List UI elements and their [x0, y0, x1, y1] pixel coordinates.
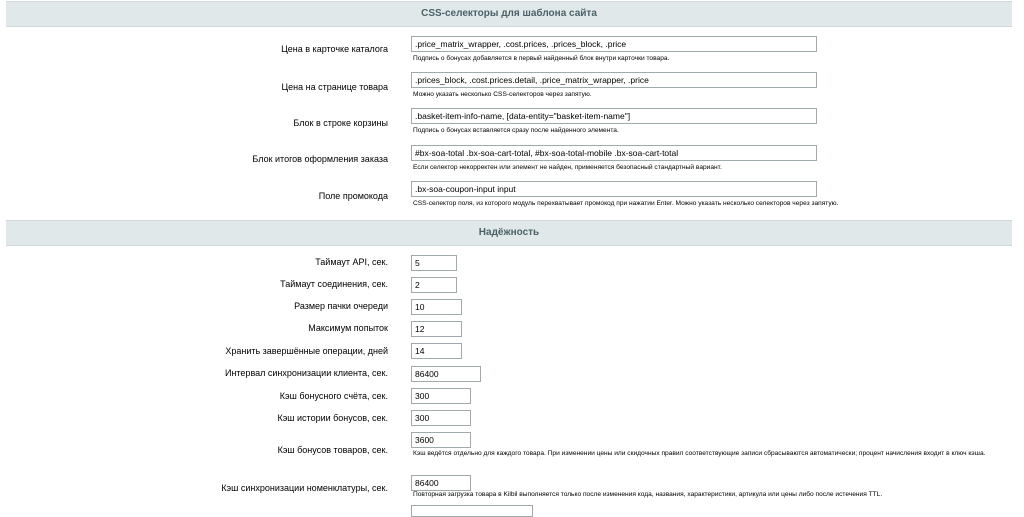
bonus-history-cache-input[interactable] [411, 410, 471, 426]
order-total-selector-input[interactable] [411, 145, 817, 161]
keep-completed-days-input[interactable] [411, 343, 462, 359]
client-sync-interval-input[interactable] [411, 366, 481, 382]
max-attempts-input[interactable] [411, 321, 462, 337]
basket-row-selector-input[interactable] [411, 108, 817, 124]
label-bonus-account-cache: Кэш бонусного счёта, сек. [279, 391, 388, 401]
label-catalog-sync-cache: Кэш синхронизации номенклатуры, сек. [221, 483, 388, 493]
label-catalog-price: Цена в карточке каталога [281, 44, 388, 54]
hint-product-page-price: Можно указать несколько CSS-селекторов через запятую. [413, 91, 592, 98]
label-coupon-field: Поле промокода [318, 191, 388, 201]
product-page-price-selector-input[interactable] [411, 72, 817, 88]
hint-coupon-field: CSS-селектор поля, из которого модуль перехватывает промокод при нажатии Enter. Можно указать несколько селекторов через запятую. [413, 200, 839, 207]
queue-batch-size-input[interactable] [411, 299, 462, 315]
label-connection-timeout: Таймаут соединения, сек. [280, 279, 388, 289]
label-product-page-price: Цена на странице товара [281, 82, 388, 92]
settings-form [3, 0, 1009, 510]
hint-order-total-block: Если селектор некорректен или элемент не найден, применяется безопасный стандартный вариант. [413, 164, 722, 171]
label-order-total-block: Блок итогов оформления заказа [252, 154, 388, 164]
product-bonus-cache-input[interactable] [411, 432, 471, 448]
label-api-timeout: Таймаут API, сек. [315, 257, 388, 267]
catalog-price-selector-input[interactable] [411, 36, 817, 52]
label-bonus-history-cache: Кэш истории бонусов, сек. [277, 413, 388, 423]
label-client-sync-interval: Интервал синхронизации клиента, сек. [224, 368, 388, 378]
section-header-reliability: Надёжность [6, 220, 1012, 246]
catalog-sync-cache-input[interactable] [411, 475, 471, 491]
hint-catalog-sync-cache: Повторная загрузка товара в Kilbil выполняется только после изменения кода, названия, характеристики, артикула или цены либо после истечения TTL. [413, 491, 883, 498]
coupon-selector-input[interactable] [411, 181, 817, 197]
label-basket-row-block: Блок в строке корзины [293, 118, 388, 128]
label-keep-completed-days: Хранить завершённые операции, дней [225, 346, 388, 356]
label-max-attempts: Максимум попыток [308, 323, 388, 333]
hint-catalog-price: Подпись о бонусах добавляется в первый найденный блок внутри карточки товара. [413, 55, 670, 62]
section-header-css-selectors: CSS-селекторы для шаблона сайта [6, 1, 1012, 27]
bonus-account-cache-input[interactable] [411, 388, 471, 404]
connection-timeout-input[interactable] [411, 277, 457, 293]
label-product-bonus-cache: Кэш бонусов товаров, сек. [277, 445, 388, 455]
next-field-input-partial[interactable] [411, 505, 533, 517]
hint-product-bonus-cache: Кэш ведётся отдельно для каждого товара. При изменении цены или скидочных правил соответствующие записи сбрасываются автоматически; процент начисления входит в ключ кэша. [413, 450, 986, 457]
hint-basket-row-block: Подпись о бонусах вставляется сразу после найденного элемента. [413, 127, 619, 134]
label-queue-batch-size: Размер пачки очереди [294, 301, 388, 311]
api-timeout-input[interactable] [411, 255, 457, 271]
